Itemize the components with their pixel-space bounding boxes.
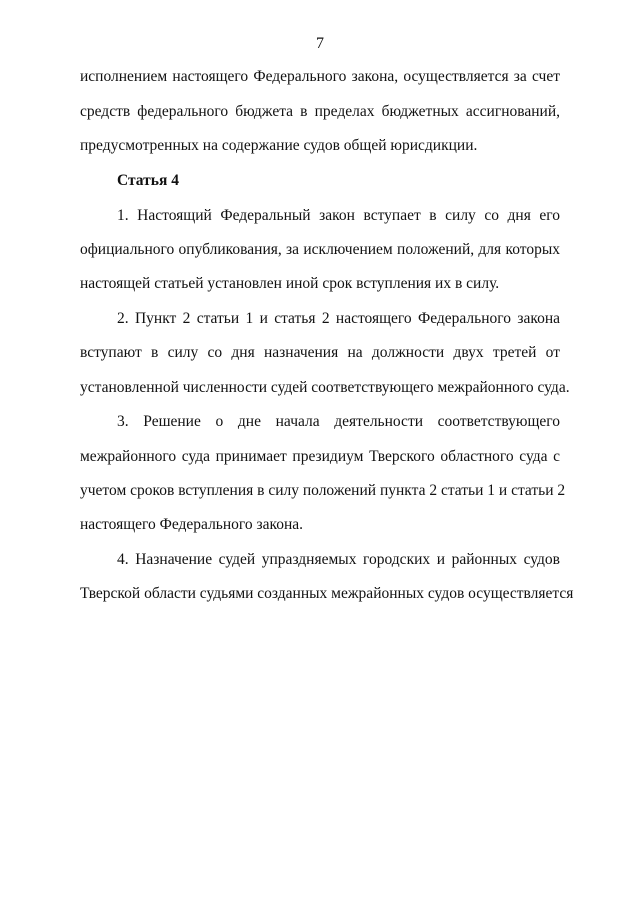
text-line: вступают в силу со дня назначения на должности двух третей от — [80, 344, 560, 361]
article-heading: Статья 4 — [117, 172, 179, 189]
text-line: настоящей статьей установлен иной срок вступления их в силу. — [80, 275, 500, 292]
text-line: 2. Пункт 2 статьи 1 и статья 2 настоящего Федерального закона — [117, 310, 560, 327]
text-line: исполнением настоящего Федерального закона, осуществляется за счет — [80, 68, 560, 85]
text-line: 1. Настоящий Федеральный закон вступает в силу со дня его — [117, 207, 560, 224]
text-line: 3. Решение о дне начала деятельности соответствующего — [117, 413, 560, 430]
text-line: Тверской области судьями созданных межрайонных судов осуществляется — [80, 585, 574, 602]
text-line: межрайонного суда принимает президиум Тверского областного суда с — [80, 448, 560, 465]
text-line: официального опубликования, за исключением положений, для которых — [80, 241, 560, 258]
text-line: предусмотренных на содержание судов общей юрисдикции. — [80, 137, 478, 154]
text-line: 4. Назначение судей упраздняемых городских и районных судов — [117, 551, 560, 568]
text-line: настоящего Федерального закона. — [80, 516, 304, 533]
text-line: учетом сроков вступления в силу положений пункта 2 статьи 1 и статьи 2 — [80, 482, 566, 499]
text-line: средств федерального бюджета в пределах бюджетных ассигнований, — [80, 103, 560, 120]
text-line: установленной численности судей соответствующего межрайонного суда. — [80, 379, 570, 396]
page-number: 7 — [316, 35, 324, 52]
